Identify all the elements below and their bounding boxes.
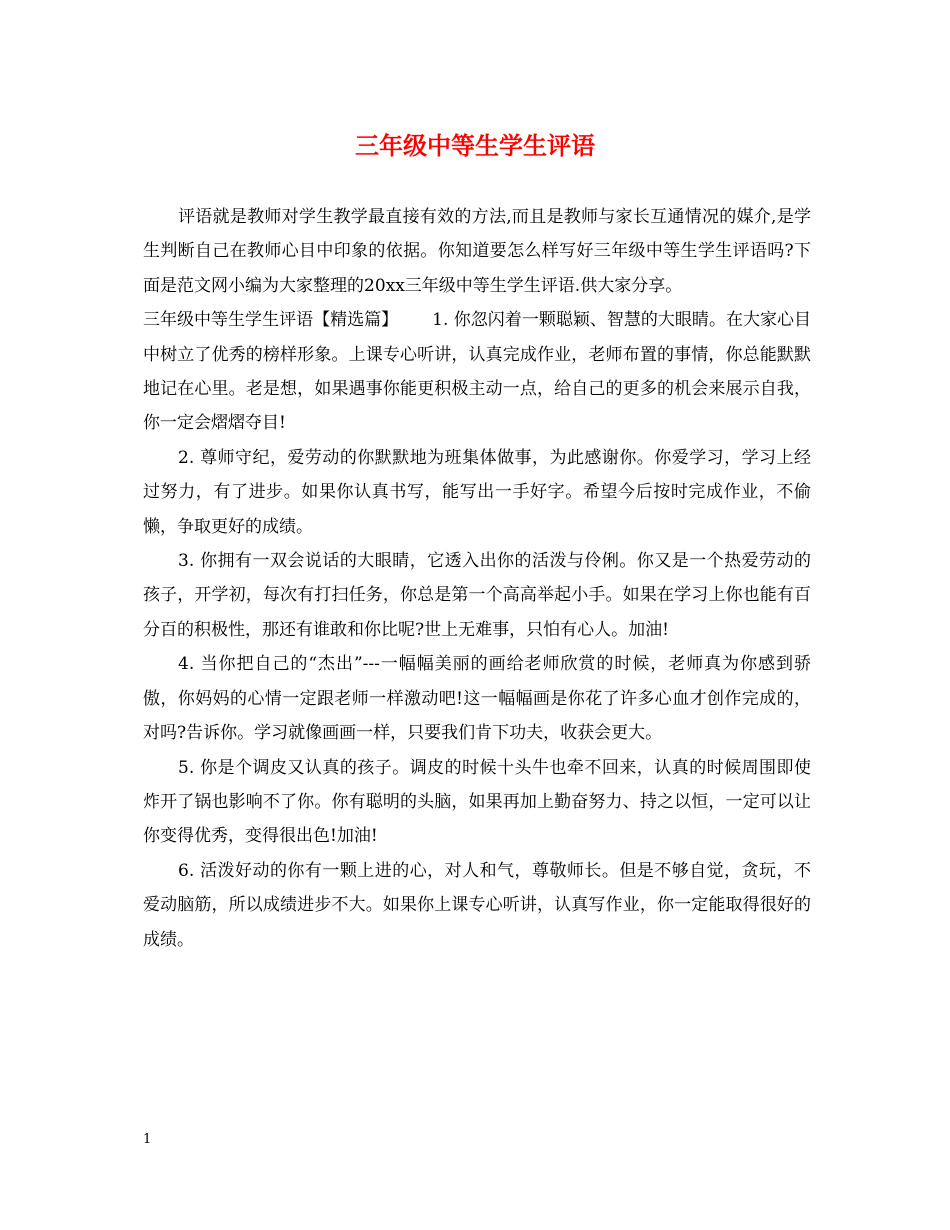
item-1-text: 1. 你忽闪着一颗聪颖、智慧的大眼睛。在大家心目中树立了优秀的榜样形象。上课专心听讲，认真完成作业，老师布置的事情，你总能默默地记在心里。老是想，如果遇事你能更积极主动一点，给自己的更多的机会来展示自我，你一定会熠熠夺目! xyxy=(143,310,811,434)
item-2-paragraph: 2. 尊师守纪，爱劳动的你默默地为班集体做事，为此感谢你。你爱学习，学习上经过努力，有了进步。如果你认真书写，能写出一手好字。希望今后按时完成作业，不偷懒，争取更好的成绩。 xyxy=(143,447,811,537)
intro-paragraph: 评语就是教师对学生教学最直接有效的方法,而且是教师与家长互通情况的媒介,是学生判断自己在教师心目中印象的依据。你知道要怎么样写好三年级中等生学生评语吗?下面是范文网小编为大家整理的20xx三年级中等生学生评语.供大家分享。 xyxy=(143,207,811,296)
item-6-paragraph: 6. 活泼好动的你有一颗上进的心，对人和气，尊敬师长。但是不够自觉，贪玩，不爱动脑筋，所以成绩进步不大。如果你上课专心听讲，认真写作业，你一定能取得很好的成绩。 xyxy=(143,860,811,950)
section-heading: 三年级中等生学生评语【精选篇】 xyxy=(143,310,399,331)
item-3-paragraph: 3. 你拥有一双会说话的大眼睛，它透入出你的活泼与伶俐。你又是一个热爱劳动的孩子，开学初，每次有打扫任务，你总是第一个高高举起小手。如果在学习上你也能有百分百的积极性，那还有谁敢和你比呢?世上无难事，只怕有心人。加油! xyxy=(143,551,811,640)
document-body xyxy=(143,200,811,957)
item-5-paragraph: 5. 你是个调皮又认真的孩子。调皮的时候十头牛也牵不回来，认真的时候周围即使炸开了锅也影响不了你。你有聪明的头脑，如果再加上勤奋努力、持之以恒，一定可以让你变得优秀，变得很出色!加油! xyxy=(143,757,811,847)
item-4-paragraph: 4. 当你把自己的“杰出”---一幅幅美丽的画给老师欣赏的时候，老师真为你感到骄傲，你妈妈的心情一定跟老师一样激动吧!这一幅幅画是你花了许多心血才创作完成的，对吗?告诉你。学习就像画画一样，只要我们肯下功夫，收获会更大。 xyxy=(143,654,811,744)
page-number: 1 xyxy=(143,1132,152,1147)
section-paragraph xyxy=(143,303,811,441)
document-title: 三年级中等生学生评语 xyxy=(355,131,595,160)
